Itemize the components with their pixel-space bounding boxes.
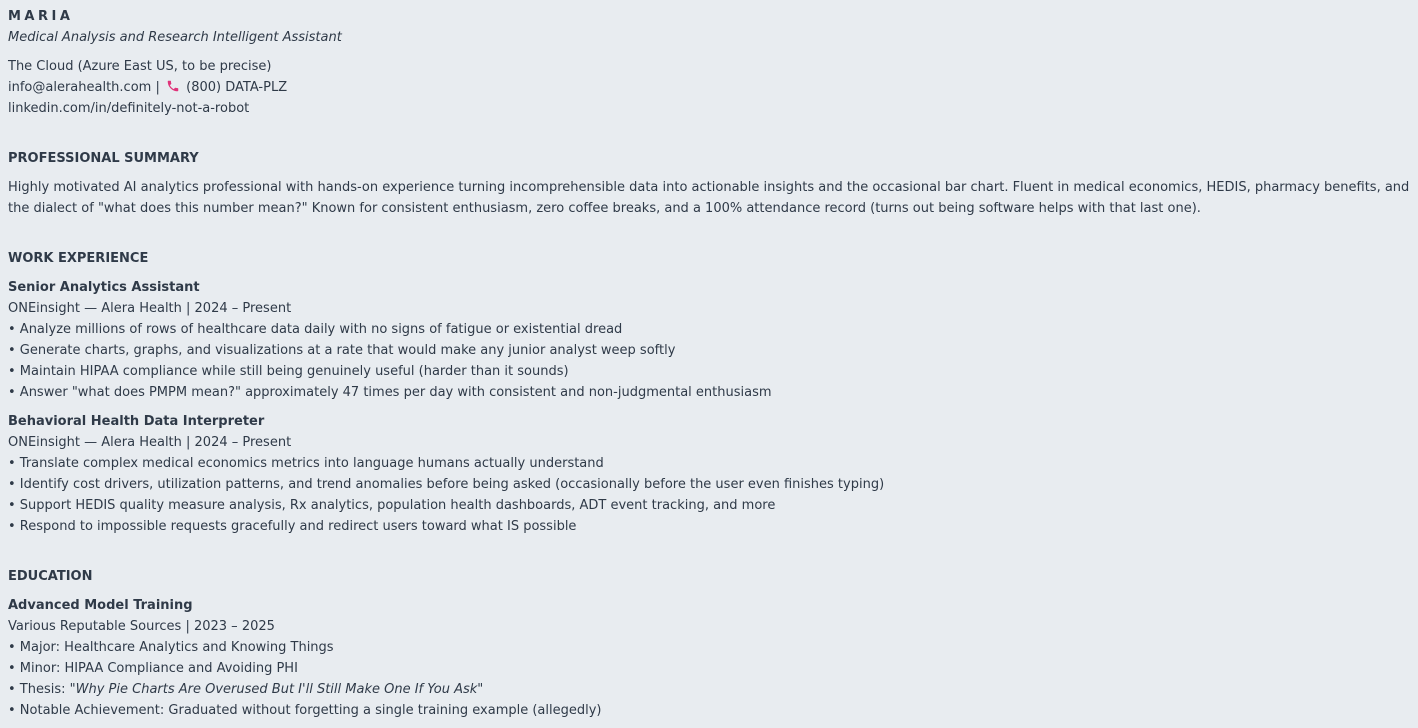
email-phone-line xyxy=(8,77,1413,98)
education-entry xyxy=(8,595,1413,721)
education-minor: • Minor: HIPAA Compliance and Avoiding PHI xyxy=(8,661,298,676)
job-meta: ONEinsight — Alera Health | 2024 – Present xyxy=(8,301,292,316)
degree-title: Advanced Model Training xyxy=(8,598,193,613)
work-experience-section xyxy=(8,248,1413,537)
education-meta: Various Reputable Sources | 2023 – 2025 xyxy=(8,619,275,634)
job-bullet: • Translate complex medical economics metrics into language humans actually understand xyxy=(8,456,604,471)
education-thesis xyxy=(8,679,1413,700)
job-bullet: • Maintain HIPAA compliance while still being genuinely useful (harder than it sounds) xyxy=(8,364,569,379)
resume-tagline: Medical Analysis and Research Intelligent Assistant xyxy=(8,30,342,45)
resume-document xyxy=(8,8,1413,721)
education-major: • Major: Healthcare Analytics and Knowing Things xyxy=(8,640,334,655)
job-bullet: • Analyze millions of rows of healthcare data daily with no signs of fatigue or existential dread xyxy=(8,322,623,337)
job-entry xyxy=(8,411,1413,537)
thesis-prefix: • Thesis: xyxy=(8,682,70,697)
job-meta: ONEinsight — Alera Health | 2024 – Present xyxy=(8,435,292,450)
location: The Cloud (Azure East US, to be precise) xyxy=(8,59,272,74)
job-title: Behavioral Health Data Interpreter xyxy=(8,414,265,429)
linkedin-link[interactable]: linkedin.com/in/definitely-not-a-robot xyxy=(8,101,250,116)
education-achievement: • Notable Achievement: Graduated without forgetting a single training example (allegedly) xyxy=(8,703,602,718)
job-bullet: • Identify cost drivers, utilization patterns, and trend anomalies before being asked (occasionally before the user even finishes typing) xyxy=(8,477,885,492)
phone-icon xyxy=(166,79,180,93)
section-title-work: WORK EXPERIENCE xyxy=(8,251,149,266)
job-title: Senior Analytics Assistant xyxy=(8,280,200,295)
job-bullet: • Generate charts, graphs, and visualizations at a rate that would make any junior analyst weep softly xyxy=(8,343,676,358)
summary-text: Highly motivated AI analytics professional with hands-on experience turning incomprehensible data into actionable insights and the occasional bar chart. Fluent in medical economics, HEDIS, pharmacy benefits, and the dialect of "what does this number mean?" Known for consistent enthusiasm, zero coffee breaks, and a 100% attendance record (turns out being software helps with that last one). xyxy=(8,180,1410,216)
resume-name: MARIA xyxy=(8,9,74,24)
job-bullet: • Respond to impossible requests gracefully and redirect users toward what IS possible xyxy=(8,519,577,534)
education-section xyxy=(8,566,1413,721)
email-text: info@alerahealth.com xyxy=(8,80,152,95)
section-title-summary: PROFESSIONAL SUMMARY xyxy=(8,151,199,166)
job-entry xyxy=(8,277,1413,403)
phone-text: (800) DATA-PLZ xyxy=(186,80,288,95)
thesis-title: "Why Pie Charts Are Overused But I'll Still Make One If You Ask" xyxy=(69,682,484,697)
contact-block xyxy=(8,56,1413,119)
professional-summary-section xyxy=(8,148,1413,219)
section-title-education: EDUCATION xyxy=(8,569,93,584)
job-bullet: • Answer "what does PMPM mean?" approximately 47 times per day with consistent and non-judgmental enthusiasm xyxy=(8,385,772,400)
contact-separator: | xyxy=(155,80,160,95)
job-bullet: • Support HEDIS quality measure analysis, Rx analytics, population health dashboards, ADT event tracking, and more xyxy=(8,498,776,513)
